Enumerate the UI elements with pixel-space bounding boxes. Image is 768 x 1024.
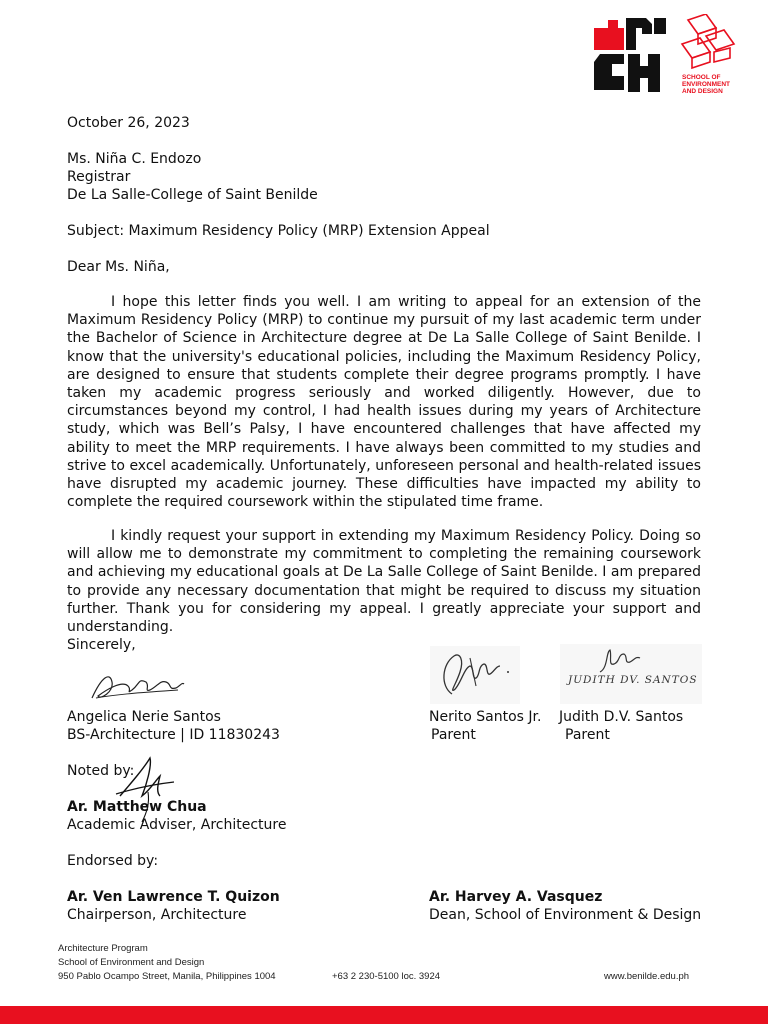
closing: Sincerely,	[67, 637, 136, 653]
logo-line-3: AND DESIGN	[682, 88, 723, 95]
parent1-role: Parent	[431, 727, 476, 743]
footer-address: 950 Pablo Ocampo Street, Manila, Philippines 1004	[58, 971, 276, 982]
recipient-name: Ms. Niña C. Endozo	[67, 151, 202, 167]
dean-name: Ar. Harvey A. Vasquez	[429, 889, 603, 905]
parent2-signature-text: JUDITH DV. SANTOS	[568, 674, 698, 686]
chair-name: Ar. Ven Lawrence T. Quizon	[67, 889, 280, 905]
adviser-role: Academic Adviser, Architecture	[67, 817, 287, 833]
footer-website[interactable]: www.benilde.edu.ph	[604, 971, 690, 982]
letter-subject: Subject: Maximum Residency Policy (MRP) Extension Appeal	[67, 223, 490, 239]
school-logo	[594, 14, 759, 100]
footer-red-bar	[0, 1006, 768, 1024]
blocks-outline-icon	[680, 14, 736, 72]
recipient-institution: De La Salle-College of Saint Benilde	[67, 187, 318, 203]
parent1-signature	[430, 646, 520, 704]
student-detail: BS-Architecture | ID 11830243	[67, 727, 280, 743]
parent2-role: Parent	[565, 727, 610, 743]
logo-line-2: ENVIRONMENT	[682, 81, 731, 88]
logo-line-1: SCHOOL OF	[682, 74, 721, 81]
parent2-scribble-icon	[594, 646, 654, 676]
chair-role: Chairperson, Architecture	[67, 907, 247, 923]
footer-school: School of Environment and Design	[58, 957, 205, 968]
adviser-name: Ar. Matthew Chua	[67, 799, 207, 815]
body-paragraph-1	[67, 293, 701, 511]
recipient-title: Registrar	[67, 169, 131, 185]
paragraph-1-text: I hope this letter finds you well. I am writing to appeal for an extension of the Maximum Residency Policy (MRP) to continue my pursuit of my last academic term under the Bachelor of Science in Architecture degree at De La Salle College of Saint Benilde. I know that the university's educational policies, including the Maximum Residency Policy, are designed to ensure that students complete their degree programs promptly. I have taken my academic progress seriously and worked diligently. However, due to circumstances beyond my control, I had health issues during my years of Architecture study, which was Bell’s Palsy, I have encountered challenges that have affected my ability to meet the MRP requirements. I have always been committed to my studies and strive to excel academically. Unfortunately, unforeseen personal and health-related issues have disrupted my academic journey. These difficulties have impacted my ability to complete the required coursework within the stipulated time frame.	[67, 294, 701, 511]
student-name: Angelica Nerie Santos	[67, 709, 221, 725]
parent1-name: Nerito Santos Jr.	[429, 709, 542, 725]
salutation: Dear Ms. Niña,	[67, 259, 170, 275]
endorsed-by-label: Endorsed by:	[67, 853, 159, 869]
footer-program: Architecture Program	[58, 943, 148, 954]
noted-by-label: Noted by:	[67, 763, 135, 779]
letter-date: October 26, 2023	[67, 115, 190, 131]
paragraph-2-text: I kindly request your support in extending my Maximum Residency Policy. Doing so will allow me to demonstrate my commitment to completing the remaining coursework and achieving my educational goals at De La Salle College of Saint Benilde. I am prepared to provide any necessary documentation that might be required to discuss my situation further. Thank you for considering my appeal. I greatly appreciate your support and understanding.	[67, 528, 701, 636]
student-signature	[88, 668, 188, 708]
parent2-name: Judith D.V. Santos	[559, 709, 684, 725]
body-paragraph-2	[67, 527, 701, 636]
dean-role: Dean, School of Environment & Design	[429, 907, 702, 923]
school-name-logo-text	[682, 74, 762, 95]
parent2-signature	[560, 644, 702, 704]
footer-phone: +63 2 230-5100 loc. 3924	[332, 971, 441, 982]
logo-mark-icon	[594, 14, 694, 96]
